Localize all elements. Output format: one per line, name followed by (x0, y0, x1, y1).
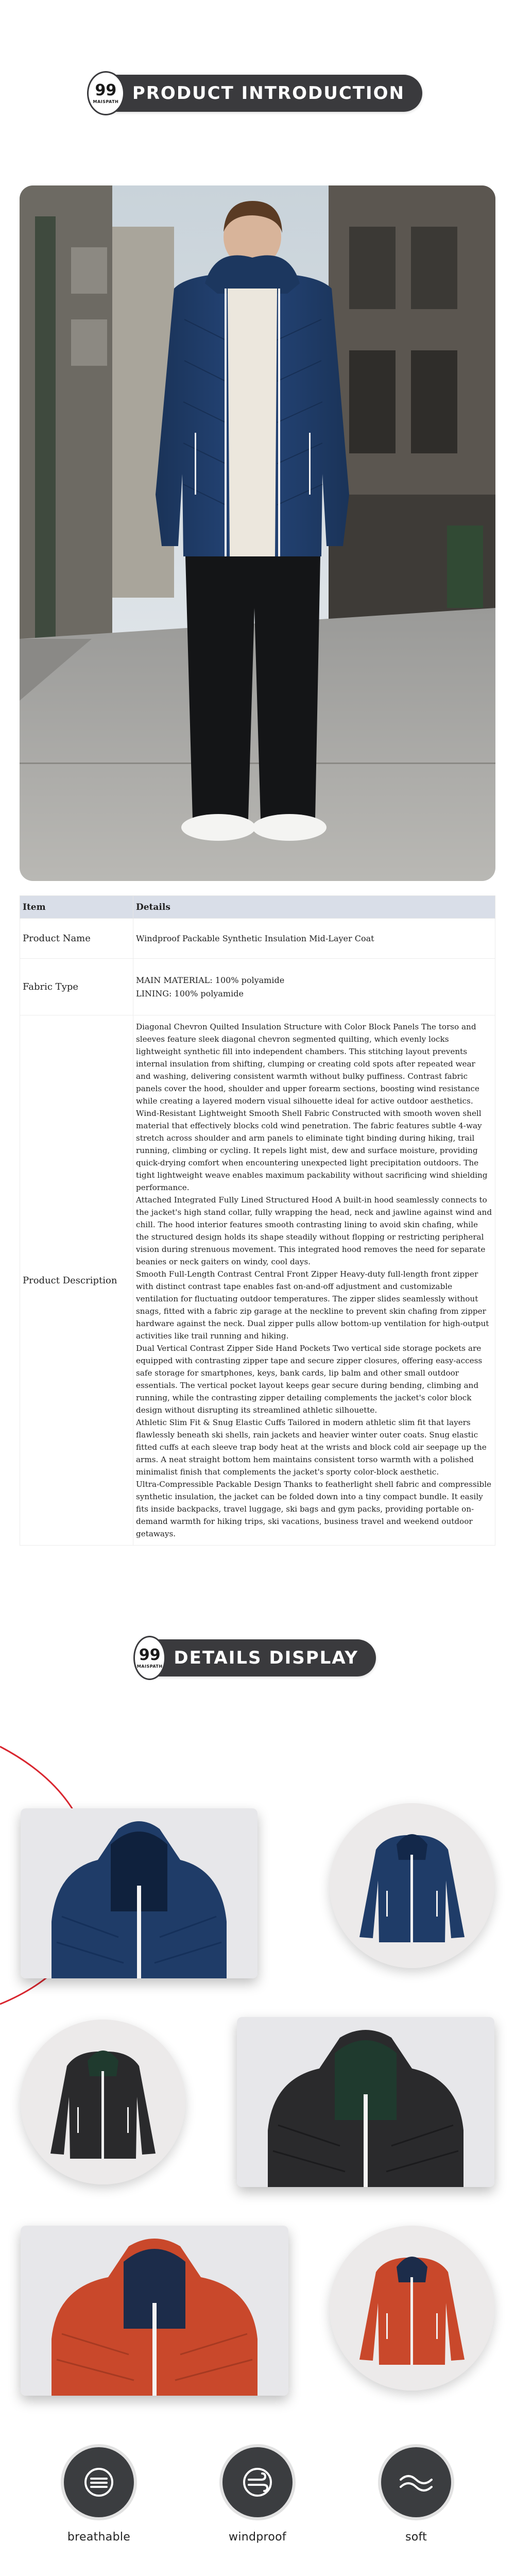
detail-black-full (21, 2020, 185, 2184)
desc-paragraph: Smooth Full-Length Contrast Central Front Zipper Heavy-duty full-length front zipper with distinct contrast tape enables fast on-and-off adjustment and customizable ventilation for fluctuating outdoor temperatures. The zipper slides seamlessly without snags, fitted with a fabric zip garage at the neckline to prevent skin chafing from zipper hardware against the neck. Dual zipper pulls allow bottom-up ventilation for high-output activities like trail running and hiking. (136, 1269, 489, 1341)
feature-soft (365, 2447, 468, 2544)
spec-table-header (20, 896, 495, 919)
hero-illustration (20, 185, 495, 881)
feature-breathable (47, 2447, 150, 2544)
feature-label: soft (405, 2531, 427, 2544)
header-item: Item (20, 896, 133, 919)
row-value-description (133, 1015, 495, 1546)
brand-logo-number: 99 (95, 81, 117, 99)
detail-navy-hood (21, 1808, 258, 1978)
row-key-fabric-type: Fabric Type (20, 959, 133, 1015)
brand-logo-text: MAISPATH (93, 99, 119, 104)
desc-paragraph: Ultra-Compressible Packable Design Thanks to featherlight shell fabric and compressible synthetic insulation, the jacket can be folded down into a tiny compact bundle. It easily fits inside backpacks, travel luggage, ski bags and gym packs, providing portable on-demand warmth for hiking trips, ski vacations, business travel and weekend outdoor getaways. (136, 1480, 492, 1538)
desc-paragraph: Wind-Resistant Lightweight Smooth Shell Fabric Constructed with smooth woven shell material that effectively blocks cold wind penetration. The fabric features subtle 4-way stretch across shoulder and arm panels to eliminate tight binding during hiking, trail running, climbing or cycling. It repels light mist, dew and surface moisture, providing quick-drying comfort when encountering unexpected light precipitation outdoors. The tight lightweight weave enables maximum packability without sacrificing wind shielding performance. (136, 1109, 488, 1192)
brand-logo-text: MAISPATH (136, 1664, 163, 1669)
feature-windproof (206, 2447, 309, 2544)
desc-paragraph: Athletic Slim Fit & Snug Elastic Cuffs Tailored in modern athletic slim fit that layers flawlessly beneath ski shells, rain jackets and heavier winter outer coats. Snug elastic fitted cuffs at each sleeve trap body heat at the wrists and block cold air seepage up the arms. A neat straight bottom hem maintains consistent torso warmth with a polished minimalist finish that complements the jacket's sporty color-block aesthetic. (136, 1418, 487, 1477)
brand-logo-number: 99 (139, 1646, 161, 1664)
brand-logo (89, 73, 123, 114)
detail-black-hood (237, 2017, 494, 2187)
row-value-product-name: Windproof Packable Synthetic Insulation Mid-Layer Coat (133, 919, 495, 959)
row-key-product-name: Product Name (20, 919, 133, 959)
wind-icon (222, 2447, 293, 2517)
fabric-lining: LINING: 100% polyamide (136, 988, 244, 998)
hero-product-photo (20, 185, 495, 881)
desc-paragraph: Diagonal Chevron Quilted Insulation Structure with Color Block Panels The torso and sleeves feature sleek diagonal chevron segmented quilting, which evenly locks lightweight synthetic fill into independent chambers. This stitching layout prevents internal insulation from shifting, clumping or creating cold spots after repeated wear and washing, delivering consistent warmth without bulky puffiness. Contrast fabric panels cover the hood, shoulder and upper forearm sections, boosting wind resistance while creating a layered modern visual silhouette ideal for active outdoor aesthetics. (136, 1022, 479, 1106)
air-vent-icon (64, 2447, 134, 2517)
table-row (20, 919, 495, 959)
detail-navy-full (330, 1803, 494, 1968)
fabric-main: MAIN MATERIAL: 100% polyamide (136, 975, 285, 985)
brand-logo (135, 1637, 164, 1679)
desc-paragraph: Attached Integrated Fully Lined Structured Hood A built-in hood seamlessly connects to the jacket's high stand collar, fully wrapping the head, neck and jawline against wind and chill. The hood interior features smooth contrasting lining to avoid skin chafing, while the structured design holds its shape steadily without flopping or restricting peripheral vision during strenuous movement. This integrated hood removes the need for separate beanies or neck gaiters on windy, cool days. (136, 1195, 492, 1266)
section-header-details (136, 1639, 376, 1676)
desc-paragraph: Dual Vertical Contrast Zipper Side Hand Pockets Two vertical side storage pockets are equipped with contrasting zipper tape and secure zipper closures, offering easy-access safe storage for smartphones, keys, bank cards, lip balm and other small outdoor essentials. The vertical pocket layout keeps gear secure during bending, climbing and running, while the contrasting zipper detailing complements the jacket's color block design without disrupting its streamlined athletic silhouette. (136, 1344, 483, 1415)
feature-label: windproof (229, 2531, 286, 2544)
table-row (20, 959, 495, 1015)
row-value-fabric-type (133, 959, 495, 1015)
table-row (20, 1015, 495, 1546)
section-title-details: DETAILS DISPLAY (174, 1648, 358, 1668)
header-details: Details (133, 896, 495, 919)
spec-table (20, 895, 495, 1546)
row-key-description: Product Description (20, 1015, 133, 1546)
detail-orange-hood (21, 2226, 288, 2396)
section-header-intro (93, 75, 422, 112)
section-title-intro: PRODUCT INTRODUCTION (132, 83, 405, 104)
feature-label: breathable (67, 2531, 131, 2544)
feather-wave-icon (381, 2447, 451, 2517)
detail-orange-full (330, 2226, 494, 2391)
